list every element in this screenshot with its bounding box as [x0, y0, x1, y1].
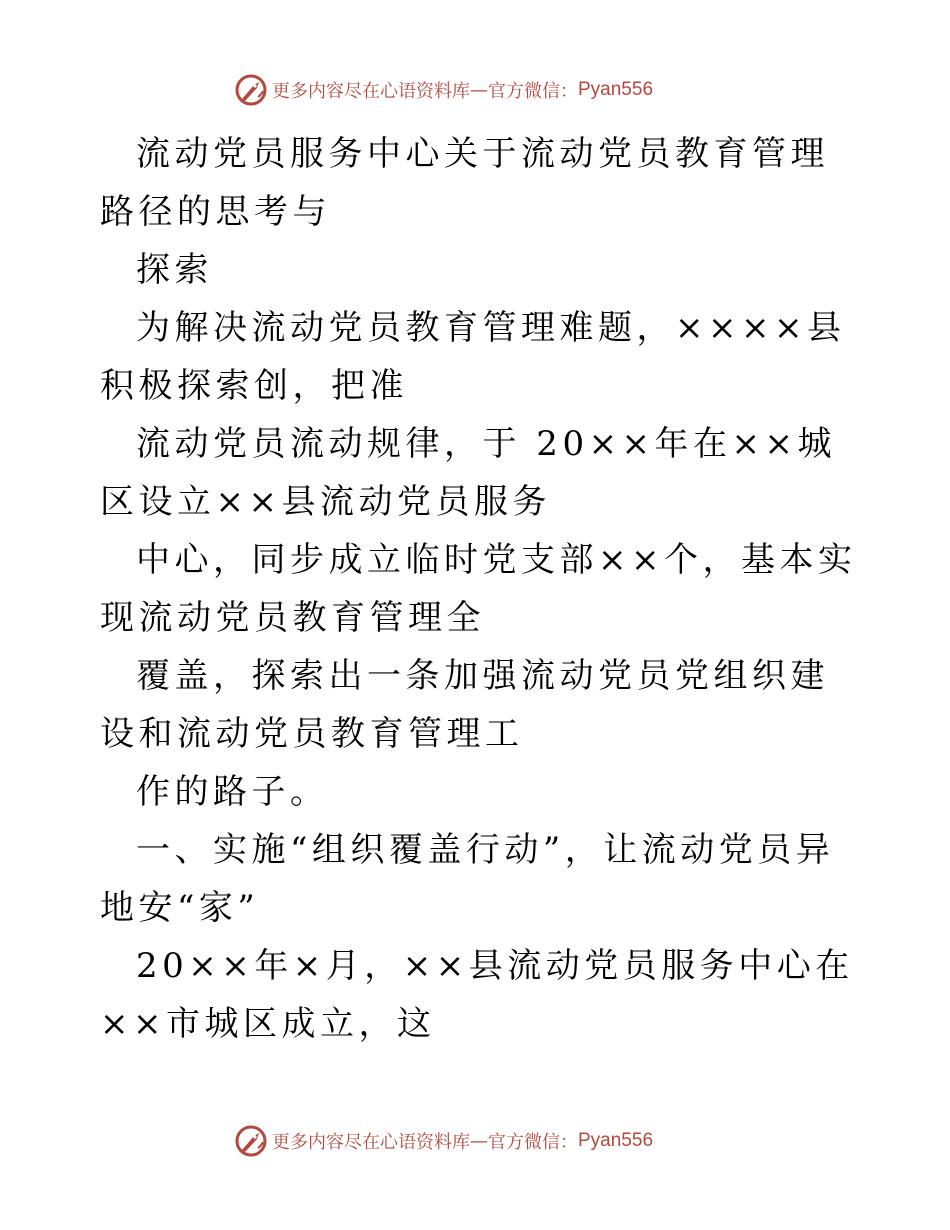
section-heading-1: 一、实施“组织覆盖行动”，让流动党员异地安“家”: [100, 830, 835, 928]
paragraph-section-1: 20××年×月，××县流动党员服务中心在××市城区成立，这: [100, 946, 854, 1044]
watermark-separator: —: [470, 1130, 488, 1152]
paragraph-intro-4: 覆盖，探索出一条加强流动党员党组织建设和流动党员教育管理工: [100, 656, 829, 754]
pen-nib-circle-icon: [234, 73, 268, 107]
paragraph-intro-5: 作的路子。: [136, 772, 329, 812]
paragraph-intro-3: 中心，同步成立临时党支部××个，基本实现流动党员教育管理全: [100, 540, 857, 638]
paragraph-intro-1: 为解决流动党员教育管理难题，××××县积极探索创，把准: [100, 308, 846, 406]
watermark-label: 官方微信：: [488, 81, 578, 102]
paragraph-intro-2: 流动党员流动规律，于 20××年在××城区设立××县流动党员服务: [100, 424, 837, 522]
pen-nib-circle-icon: [234, 1124, 268, 1158]
header-watermark: [234, 73, 653, 107]
paragraph-title-continuation: 探索: [136, 250, 213, 290]
watermark-separator: —: [470, 79, 488, 101]
watermark-text: 更多内容尽在心语资料库: [272, 81, 470, 102]
footer-watermark: [234, 1124, 653, 1158]
watermark-text: 更多内容尽在心语资料库: [272, 1132, 470, 1153]
watermark-label: 官方微信：: [488, 1132, 578, 1153]
watermark-id: Pyan556: [578, 79, 654, 100]
paragraph-title-line: 流动党员服务中心关于流动党员教育管理路径的思考与: [100, 134, 829, 232]
watermark-id: Pyan556: [578, 1130, 654, 1151]
document-body: [100, 125, 860, 1053]
